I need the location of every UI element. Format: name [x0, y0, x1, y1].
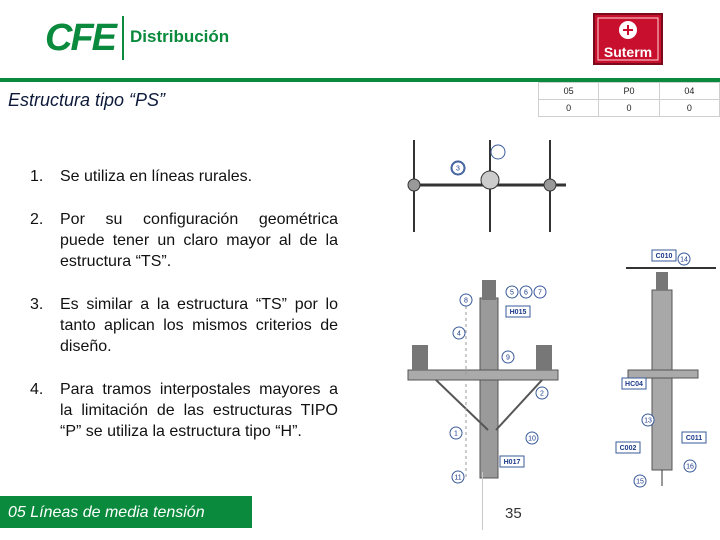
footer-divider [482, 472, 483, 530]
code-tag-c002 [616, 442, 640, 453]
callout-11 [452, 471, 464, 483]
list-text: Para tramos interpostales mayores a la limitación de las estructuras TIPO “P” se utiliza la estructura tipo “H”. [60, 381, 338, 440]
svg-text:9: 9 [506, 354, 510, 362]
svg-text:4: 4 [457, 330, 461, 338]
list-text: Es similar a la estructura “TS” por lo tanto aplican los mismos criterios de diseño. [60, 296, 338, 355]
list-text: Por su configuración geométrica puede tener un claro mayor al de la estructura “TS”. [60, 211, 338, 270]
svg-text:C010: C010 [655, 253, 673, 260]
callout-8 [460, 294, 472, 306]
callout-10 [526, 432, 538, 444]
svg-text:14: 14 [680, 256, 688, 264]
list-item [30, 166, 338, 187]
callout-4 [453, 327, 465, 339]
callout-6 [520, 286, 532, 298]
callout-1 [450, 427, 462, 439]
code-row [539, 100, 720, 117]
code-tag-h017 [500, 456, 524, 467]
callout-15 [634, 475, 646, 487]
svg-text:8: 8 [464, 297, 468, 305]
structure-drawing [396, 130, 720, 492]
cfe-logo: CFE [45, 17, 115, 59]
code-cell: 0 [539, 100, 599, 117]
callout-5 [506, 286, 518, 298]
plan-view [408, 140, 566, 232]
distribucion-logo-text: Distribución [130, 27, 230, 46]
callout-16 [684, 460, 696, 472]
list-number: 3. [30, 296, 44, 313]
svg-text:HC04: HC04 [625, 381, 643, 388]
list-number: 1. [30, 168, 44, 185]
list-item [30, 209, 338, 272]
list-item [30, 294, 338, 357]
list-text: Se utiliza en líneas rurales. [60, 168, 253, 185]
svg-text:2: 2 [540, 390, 544, 398]
svg-text:13: 13 [644, 417, 652, 425]
callout-13 [642, 414, 654, 426]
list-number: 4. [30, 381, 44, 398]
callout-9 [502, 351, 514, 363]
code-tag-c011 [682, 432, 706, 443]
code-cell: 0 [599, 100, 659, 117]
code-tag-c010 [652, 250, 676, 261]
callout-3 [452, 162, 464, 174]
code-row [539, 83, 720, 100]
callout-7 [534, 286, 546, 298]
code-cell: 04 [659, 83, 719, 100]
svg-text:C011: C011 [685, 435, 703, 442]
svg-text:H015: H015 [509, 309, 527, 316]
svg-text:15: 15 [636, 478, 644, 486]
svg-text:C002: C002 [619, 445, 637, 452]
svg-text:1: 1 [454, 430, 458, 438]
code-tag-h015 [506, 306, 530, 317]
svg-text:10: 10 [528, 435, 536, 443]
svg-text:H017: H017 [503, 459, 521, 466]
footer-label: 05 Líneas de media tensión [8, 504, 205, 521]
logo-divider [122, 16, 124, 60]
svg-text:16: 16 [686, 463, 694, 471]
criteria-list [30, 166, 338, 464]
svg-text:11: 11 [454, 474, 462, 482]
svg-text:3: 3 [456, 165, 460, 173]
svg-text:5: 5 [510, 289, 514, 297]
code-cell: P0 [599, 83, 659, 100]
callout-2 [536, 387, 548, 399]
code-cell: 05 [539, 83, 599, 100]
suterm-logo-icon [592, 12, 664, 66]
list-item [30, 379, 338, 442]
svg-text:6: 6 [524, 289, 528, 297]
suterm-logo-text: Suterm [603, 44, 653, 60]
page-title: Estructura tipo “PS” [8, 90, 166, 110]
callout-14 [678, 253, 690, 265]
list-number: 2. [30, 211, 44, 228]
code-cell: 0 [659, 100, 719, 117]
elevation-view [408, 280, 558, 478]
svg-text:7: 7 [538, 289, 542, 297]
page-number: 35 [505, 505, 522, 522]
code-table [538, 82, 720, 117]
code-tag-hc04 [622, 378, 646, 389]
